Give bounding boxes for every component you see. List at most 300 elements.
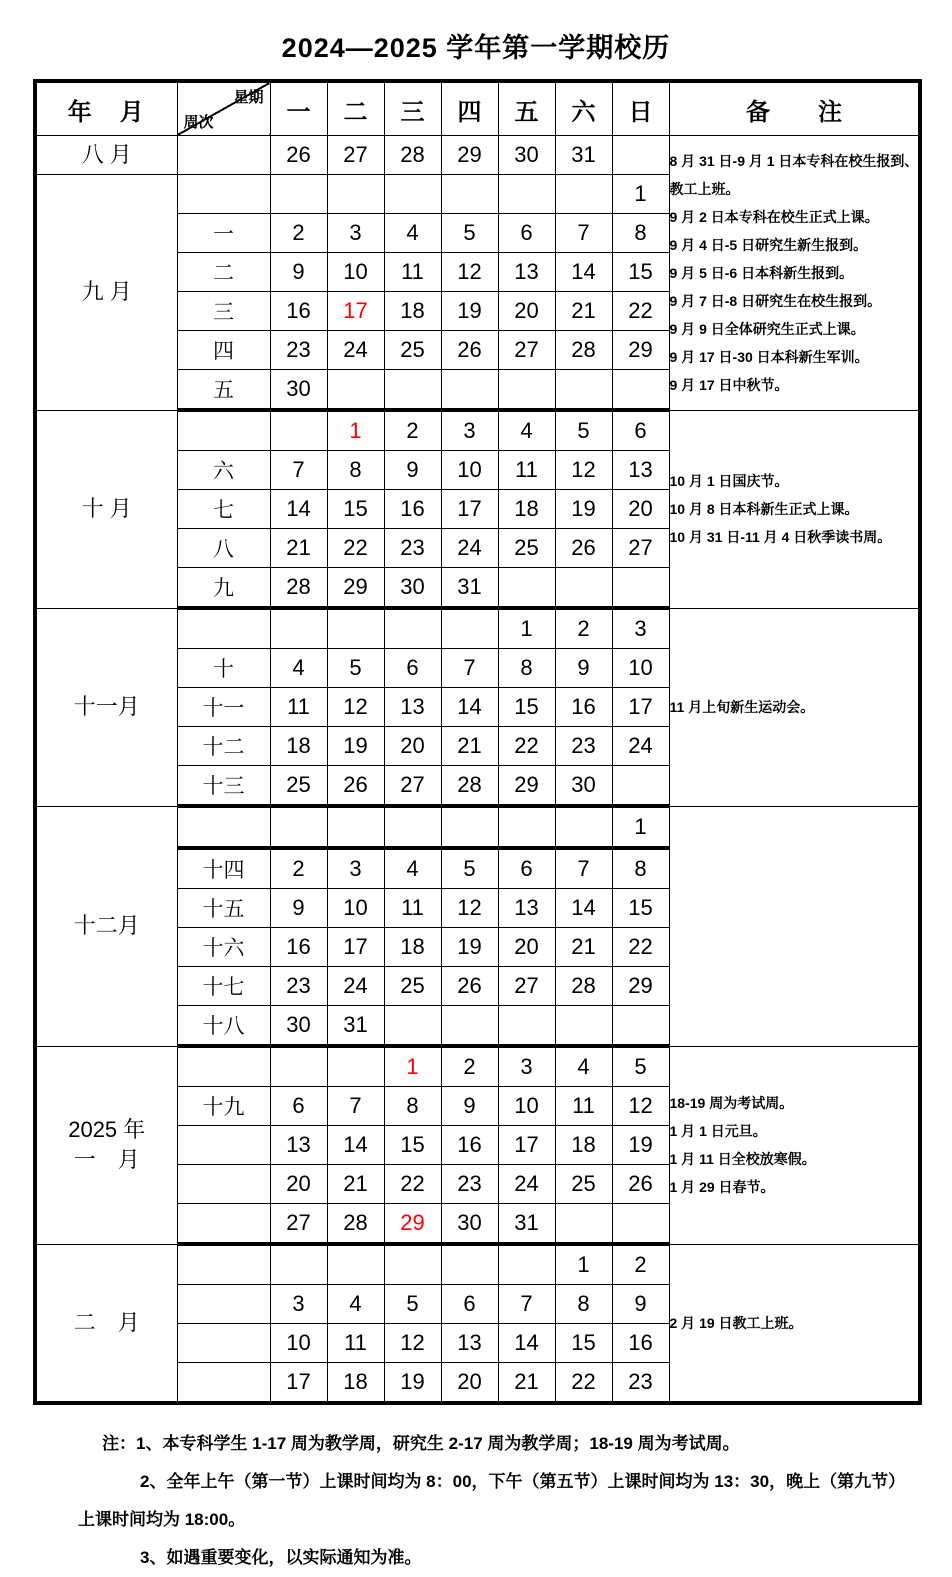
day-cell: 12 (327, 688, 384, 727)
month-section (35, 1046, 920, 1244)
day-cell: 20 (384, 727, 441, 766)
week-cell: 十一 (177, 688, 270, 727)
day-cell: 22 (612, 292, 669, 331)
month-cell (35, 608, 177, 806)
day-cell: 13 (612, 451, 669, 490)
day-cell: 26 (555, 529, 612, 568)
day-cell: 18 (555, 1126, 612, 1165)
day-cell: 8 (612, 848, 669, 889)
day-cell: 1 (498, 608, 555, 649)
day-cell: 15 (498, 688, 555, 727)
week-cell (177, 1324, 270, 1363)
day-cell: 3 (327, 214, 384, 253)
note-line: 上课时间均为 18:00。 (78, 1510, 246, 1529)
day-cell: 8 (612, 214, 669, 253)
day-cell: 7 (270, 451, 327, 490)
header-weekday-cell: 三 (384, 81, 441, 136)
day-cell: 4 (498, 410, 555, 451)
day-cell: 15 (384, 1126, 441, 1165)
day-cell: 16 (384, 490, 441, 529)
week-cell: 九 (177, 568, 270, 609)
day-cell: 14 (555, 889, 612, 928)
month-section (35, 1244, 920, 1403)
day-cell: 10 (441, 451, 498, 490)
week-cell: 四 (177, 331, 270, 370)
day-cell: 13 (498, 253, 555, 292)
day-cell: 30 (498, 136, 555, 175)
week-cell: 十三 (177, 766, 270, 807)
day-cell (441, 608, 498, 649)
day-cell: 1 (555, 1244, 612, 1285)
month-cell (35, 136, 177, 175)
day-cell: 11 (270, 688, 327, 727)
week-cell (177, 1363, 270, 1404)
day-cell: 17 (498, 1126, 555, 1165)
day-cell: 4 (384, 848, 441, 889)
day-cell: 22 (327, 529, 384, 568)
day-cell: 3 (498, 1046, 555, 1087)
day-cell: 9 (270, 889, 327, 928)
day-cell: 31 (441, 568, 498, 609)
day-cell: 18 (270, 727, 327, 766)
week-cell (177, 175, 270, 214)
day-cell: 7 (555, 848, 612, 889)
day-cell: 27 (498, 331, 555, 370)
day-cell: 1 (384, 1046, 441, 1087)
day-cell: 4 (327, 1285, 384, 1324)
day-cell (612, 568, 669, 609)
day-cell (441, 1006, 498, 1047)
day-cell: 29 (327, 568, 384, 609)
day-cell (555, 1204, 612, 1245)
day-cell: 6 (498, 214, 555, 253)
footer-notes (78, 1425, 952, 1577)
day-cell: 24 (327, 331, 384, 370)
day-cell (384, 1006, 441, 1047)
day-cell: 18 (384, 292, 441, 331)
day-cell: 17 (612, 688, 669, 727)
day-cell: 9 (441, 1087, 498, 1126)
day-cell: 7 (555, 214, 612, 253)
day-cell: 22 (612, 928, 669, 967)
day-cell: 29 (498, 766, 555, 807)
week-cell: 八 (177, 529, 270, 568)
week-cell: 一 (177, 214, 270, 253)
week-cell: 三 (177, 292, 270, 331)
day-cell: 24 (612, 727, 669, 766)
month-cell (35, 410, 177, 608)
day-cell: 11 (327, 1324, 384, 1363)
calendar-row (35, 136, 920, 175)
header-weekday-cell: 六 (555, 81, 612, 136)
day-cell: 2 (441, 1046, 498, 1087)
day-cell: 8 (327, 451, 384, 490)
day-cell: 14 (498, 1324, 555, 1363)
day-cell: 3 (270, 1285, 327, 1324)
note-line: 注：1、本专科学生 1-17 周为教学周，研究生 2-17 周为教学周；18-19 周为考试周。 (102, 1434, 740, 1453)
day-cell: 22 (555, 1363, 612, 1404)
day-cell (555, 568, 612, 609)
day-cell: 21 (498, 1363, 555, 1404)
day-cell: 19 (384, 1363, 441, 1404)
day-cell: 5 (612, 1046, 669, 1087)
day-cell: 24 (498, 1165, 555, 1204)
day-cell: 1 (612, 806, 669, 848)
day-cell: 19 (441, 292, 498, 331)
day-cell (612, 136, 669, 175)
day-cell: 6 (270, 1087, 327, 1126)
day-cell: 7 (441, 649, 498, 688)
day-cell (270, 608, 327, 649)
day-cell: 24 (441, 529, 498, 568)
remark-line: 9 月 5 日-6 日本科新生报到。 (669, 264, 854, 281)
day-cell: 30 (270, 370, 327, 411)
day-cell: 2 (555, 608, 612, 649)
day-cell: 8 (498, 649, 555, 688)
day-cell: 2 (270, 214, 327, 253)
day-cell (498, 175, 555, 214)
header-year-month-cell: 年 月 (35, 81, 177, 136)
day-cell (498, 1006, 555, 1047)
month-label-line: 二 月 (73, 1309, 140, 1335)
day-cell: 1 (612, 175, 669, 214)
day-cell: 30 (441, 1204, 498, 1245)
day-cell (384, 608, 441, 649)
day-cell: 30 (555, 766, 612, 807)
calendar-row (35, 410, 920, 451)
day-cell: 1 (327, 410, 384, 451)
remark-line: 10 月 1 日国庆节。 (669, 473, 789, 489)
day-cell: 14 (327, 1126, 384, 1165)
calendar-header (35, 81, 920, 136)
day-cell: 10 (612, 649, 669, 688)
remark-line: 1 月 11 日全校放寒假。 (669, 1151, 816, 1167)
day-cell: 26 (441, 331, 498, 370)
day-cell: 28 (441, 766, 498, 807)
day-cell: 28 (384, 136, 441, 175)
day-cell: 6 (612, 410, 669, 451)
month-label-line: 一 月 (73, 1147, 140, 1172)
day-cell: 20 (270, 1165, 327, 1204)
week-cell (177, 1204, 270, 1245)
remark-line: 11 月上旬新生运动会。 (669, 699, 815, 715)
remark-cell (669, 608, 920, 806)
day-cell: 29 (441, 136, 498, 175)
week-cell: 十二 (177, 727, 270, 766)
day-cell: 5 (441, 214, 498, 253)
day-cell: 25 (270, 766, 327, 807)
day-cell: 26 (327, 766, 384, 807)
remark-line: 9 月 7 日-8 日研究生在校生报到。 (669, 292, 882, 309)
week-cell: 二 (177, 253, 270, 292)
day-cell: 31 (498, 1204, 555, 1245)
header-row (35, 81, 920, 136)
day-cell (327, 1244, 384, 1285)
day-cell: 17 (327, 292, 384, 331)
day-cell (612, 1006, 669, 1047)
header-weekday-cell: 四 (441, 81, 498, 136)
day-cell: 16 (441, 1126, 498, 1165)
header-weekday-cell: 一 (270, 81, 327, 136)
page (0, 26, 952, 1568)
day-cell: 5 (441, 848, 498, 889)
day-cell: 13 (441, 1324, 498, 1363)
day-cell: 22 (498, 727, 555, 766)
day-cell: 11 (384, 253, 441, 292)
day-cell: 30 (270, 1006, 327, 1047)
day-cell: 12 (612, 1087, 669, 1126)
day-cell (270, 175, 327, 214)
day-cell: 31 (555, 136, 612, 175)
calendar-row (35, 806, 920, 848)
week-cell: 五 (177, 370, 270, 411)
day-cell: 9 (270, 253, 327, 292)
day-cell: 25 (384, 967, 441, 1006)
month-label-line: 十一月 (73, 694, 140, 719)
day-cell: 2 (612, 1244, 669, 1285)
day-cell (327, 806, 384, 848)
remark-cell (669, 410, 920, 608)
day-cell: 15 (555, 1324, 612, 1363)
day-cell: 3 (327, 848, 384, 889)
day-cell (327, 175, 384, 214)
day-cell: 15 (327, 490, 384, 529)
week-cell: 十五 (177, 889, 270, 928)
day-cell: 21 (270, 529, 327, 568)
day-cell: 31 (327, 1006, 384, 1047)
week-cell: 十四 (177, 848, 270, 889)
day-cell: 4 (555, 1046, 612, 1087)
day-cell: 14 (441, 688, 498, 727)
month-cell (35, 175, 177, 411)
remark-line: 9 月 2 日本专科在校生正式上课。 (669, 208, 879, 225)
month-cell (35, 1244, 177, 1403)
day-cell (612, 1204, 669, 1245)
day-cell: 25 (498, 529, 555, 568)
day-cell: 25 (555, 1165, 612, 1204)
remark-line: 1 月 1 日元旦。 (669, 1123, 767, 1139)
day-cell (441, 1244, 498, 1285)
day-cell (270, 1244, 327, 1285)
day-cell: 28 (555, 967, 612, 1006)
day-cell (498, 1244, 555, 1285)
day-cell: 28 (327, 1204, 384, 1245)
day-cell: 21 (555, 928, 612, 967)
day-cell (612, 370, 669, 411)
page-title: 2024—2025 学年第一学期校历 (281, 33, 671, 63)
remark-line: 8 月 31 日-9 月 1 日本专科在校生报到、 (669, 152, 919, 169)
day-cell: 5 (555, 410, 612, 451)
remark-line: 9 月 4 日-5 日研究生新生报到。 (669, 236, 868, 253)
remark-cell (669, 1046, 920, 1244)
day-cell: 16 (270, 928, 327, 967)
day-cell: 15 (612, 889, 669, 928)
day-cell (270, 410, 327, 451)
day-cell: 20 (441, 1363, 498, 1404)
day-cell: 25 (384, 331, 441, 370)
diagonal-weekday-label: 星期 (233, 89, 264, 106)
day-cell: 18 (327, 1363, 384, 1404)
day-cell (498, 370, 555, 411)
day-cell: 27 (384, 766, 441, 807)
header-weekday-cell: 五 (498, 81, 555, 136)
day-cell: 11 (384, 889, 441, 928)
day-cell: 23 (555, 727, 612, 766)
day-cell: 19 (555, 490, 612, 529)
month-label-line: 十 月 (81, 496, 132, 521)
month-cell (35, 1046, 177, 1244)
calendar-table (33, 79, 922, 1405)
remark-line: 9 月 17 日中秋节。 (669, 376, 789, 393)
day-cell: 18 (498, 490, 555, 529)
day-cell: 7 (327, 1087, 384, 1126)
day-cell: 21 (327, 1165, 384, 1204)
day-cell: 11 (555, 1087, 612, 1126)
day-cell: 29 (612, 967, 669, 1006)
header-weekday-cell: 二 (327, 81, 384, 136)
day-cell (498, 568, 555, 609)
day-cell (441, 370, 498, 411)
day-cell: 19 (327, 727, 384, 766)
month-section (35, 136, 920, 411)
day-cell: 23 (441, 1165, 498, 1204)
day-cell: 20 (498, 292, 555, 331)
day-cell: 11 (498, 451, 555, 490)
day-cell: 12 (555, 451, 612, 490)
remark-cell (669, 1244, 920, 1403)
day-cell: 2 (270, 848, 327, 889)
remark-line: 教工上班。 (669, 180, 740, 197)
week-cell (177, 608, 270, 649)
week-cell (177, 1126, 270, 1165)
day-cell: 9 (384, 451, 441, 490)
month-label-line: 八 月 (81, 142, 132, 167)
week-cell: 十九 (177, 1087, 270, 1126)
day-cell: 13 (270, 1126, 327, 1165)
day-cell: 5 (327, 649, 384, 688)
week-cell (177, 1046, 270, 1087)
day-cell: 5 (384, 1285, 441, 1324)
day-cell: 13 (498, 889, 555, 928)
day-cell: 22 (384, 1165, 441, 1204)
day-cell (555, 370, 612, 411)
day-cell: 19 (441, 928, 498, 967)
day-cell: 10 (327, 889, 384, 928)
day-cell (384, 806, 441, 848)
day-cell (327, 370, 384, 411)
month-label-line: 2025 年 (68, 1117, 146, 1142)
day-cell: 12 (384, 1324, 441, 1363)
day-cell: 14 (270, 490, 327, 529)
day-cell: 26 (612, 1165, 669, 1204)
day-cell: 29 (384, 1204, 441, 1245)
remark-line: 9 月 9 日全体研究生正式上课。 (669, 320, 865, 337)
day-cell: 9 (612, 1285, 669, 1324)
day-cell: 13 (384, 688, 441, 727)
day-cell: 17 (270, 1363, 327, 1404)
header-weekday-cell: 日 (612, 81, 669, 136)
day-cell: 17 (327, 928, 384, 967)
month-section (35, 410, 920, 608)
day-cell (270, 806, 327, 848)
day-cell (384, 1244, 441, 1285)
day-cell: 27 (612, 529, 669, 568)
day-cell: 16 (270, 292, 327, 331)
day-cell (441, 806, 498, 848)
day-cell: 20 (612, 490, 669, 529)
day-cell: 23 (612, 1363, 669, 1404)
note-line: 3、如遇重要变化，以实际通知为准。 (140, 1548, 422, 1567)
day-cell: 19 (612, 1126, 669, 1165)
day-cell: 6 (441, 1285, 498, 1324)
month-label-line: 十二月 (73, 913, 140, 938)
day-cell: 29 (612, 331, 669, 370)
day-cell (498, 806, 555, 848)
week-cell (177, 1244, 270, 1285)
month-label-line: 九 月 (81, 279, 132, 305)
day-cell: 6 (384, 649, 441, 688)
day-cell: 2 (384, 410, 441, 451)
day-cell: 23 (270, 967, 327, 1006)
week-cell (177, 410, 270, 451)
day-cell: 12 (441, 253, 498, 292)
day-cell: 30 (384, 568, 441, 609)
day-cell: 17 (441, 490, 498, 529)
calendar-row (35, 608, 920, 649)
remark-line: 18-19 周为考试周。 (669, 1095, 794, 1111)
day-cell: 4 (270, 649, 327, 688)
week-cell: 十七 (177, 967, 270, 1006)
week-cell (177, 1285, 270, 1324)
day-cell (555, 806, 612, 848)
day-cell: 4 (384, 214, 441, 253)
remark-line: 10 月 31 日-11 月 4 日秋季读书周。 (669, 529, 892, 545)
week-cell: 七 (177, 490, 270, 529)
note-line: 2、全年上午（第一节）上课时间均为 8：00，下午（第五节）上课时间均为 13：30，晚上（第九节） (140, 1472, 906, 1491)
day-cell: 16 (612, 1324, 669, 1363)
day-cell (555, 1006, 612, 1047)
day-cell (327, 1046, 384, 1087)
day-cell: 8 (555, 1285, 612, 1324)
week-cell (177, 136, 270, 175)
day-cell: 3 (612, 608, 669, 649)
day-cell: 6 (498, 848, 555, 889)
remark-cell (669, 136, 920, 411)
remark-line: 10 月 8 日本科新生正式上课。 (669, 501, 859, 517)
day-cell: 24 (327, 967, 384, 1006)
calendar-row (35, 1046, 920, 1087)
day-cell: 12 (441, 889, 498, 928)
day-cell: 3 (441, 410, 498, 451)
month-section (35, 608, 920, 806)
diagonal-weeknum-label: 周次 (183, 114, 214, 131)
week-cell: 十六 (177, 928, 270, 967)
day-cell: 21 (555, 292, 612, 331)
day-cell: 15 (612, 253, 669, 292)
day-cell (384, 370, 441, 411)
day-cell (327, 608, 384, 649)
day-cell: 14 (555, 253, 612, 292)
day-cell: 8 (384, 1087, 441, 1126)
week-cell (177, 806, 270, 848)
day-cell (384, 175, 441, 214)
day-cell: 9 (555, 649, 612, 688)
week-cell (177, 1165, 270, 1204)
day-cell: 28 (270, 568, 327, 609)
day-cell (270, 1046, 327, 1087)
week-cell: 六 (177, 451, 270, 490)
day-cell: 18 (384, 928, 441, 967)
